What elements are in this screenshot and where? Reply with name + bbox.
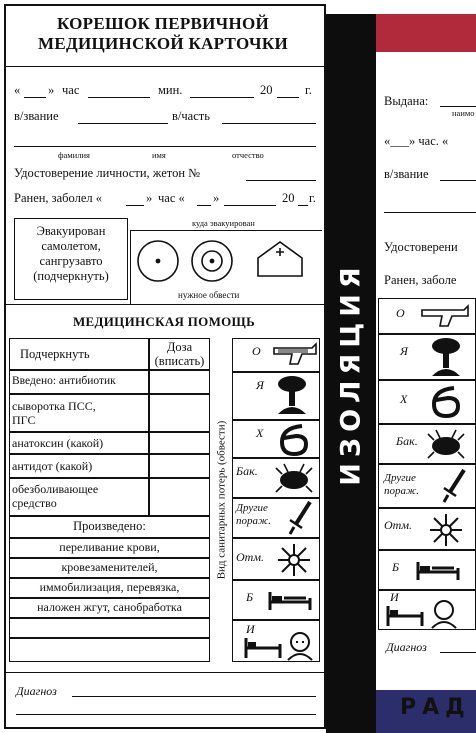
table-row	[9, 618, 210, 638]
row-serum[interactable]: сыворотка ПСС, ПГС	[12, 399, 96, 427]
issued-caption: наимо	[452, 108, 475, 118]
diagnosis-blank-2[interactable]	[16, 714, 316, 715]
unit-blank[interactable]	[222, 123, 316, 124]
diagnosis-blank-right[interactable]	[440, 652, 476, 653]
card-title	[10, 14, 316, 54]
id-fragment: Удостоверени	[384, 240, 458, 254]
losses-vertical-label: Вид санитарных потерь (обвести)	[215, 420, 228, 580]
dose-cell[interactable]	[149, 394, 210, 432]
isolation-label: ИЗОЛЯЦИЯ	[335, 261, 367, 486]
radiation-banner: РАД	[400, 695, 471, 720]
row-painkiller[interactable]: обезболивающее средство	[12, 482, 99, 510]
year-suffix: г.	[305, 83, 312, 97]
row-anatoxin[interactable]: анатоксин (какой)	[12, 436, 104, 450]
blank-line[interactable]	[384, 212, 476, 213]
quote-open: «	[14, 83, 21, 97]
chemical-icon	[276, 422, 312, 456]
time-fragment: «___» час. «	[384, 134, 449, 148]
bed-icon	[414, 556, 462, 584]
hour-blank[interactable]	[88, 97, 150, 98]
col-header-dose-text: Доза (вписать)	[154, 340, 205, 368]
bug-icon	[424, 426, 468, 462]
col-header-underline-text: Подчеркнуть	[20, 347, 90, 361]
produced-blood-transfusion[interactable]: переливание крови,	[59, 540, 160, 554]
wounded-fragment: Ранен, заболе	[384, 273, 457, 287]
unit-label: в/часть	[172, 109, 210, 123]
bug-icon	[272, 460, 316, 496]
medical-help-title: МЕДИЦИНСКАЯ ПОМОЩЬ	[72, 314, 256, 329]
sword-icon	[286, 500, 314, 536]
red-band	[376, 14, 476, 52]
wounded-year-suffix: г.	[309, 191, 316, 205]
wounded-label: Ранен, заболел «	[14, 191, 103, 205]
evac-method-text: Эвакуирован самолетом, сангрузавто (подчеркнуть)	[33, 224, 109, 283]
produced-blood-substitutes[interactable]: кровезаменителей,	[61, 560, 158, 574]
produced-tourniquet[interactable]: наложен жгут, санобработка	[37, 600, 182, 614]
day-blank[interactable]	[24, 97, 46, 98]
id-label: Удостоверение личности, жетон №	[14, 166, 201, 180]
wounded-month-blank[interactable]	[224, 205, 276, 206]
wounded-year-prefix: 20	[282, 191, 295, 205]
dose-cell[interactable]	[149, 454, 210, 478]
dose-cell[interactable]	[149, 478, 210, 516]
name-blank[interactable]	[14, 146, 316, 147]
pistol-icon	[272, 342, 318, 368]
year-prefix: 20	[260, 83, 273, 97]
patronymic-caption: отчество	[232, 150, 264, 160]
rank-label: в/звание	[14, 109, 59, 123]
losses-vertical-label-box	[210, 338, 232, 662]
title-line-2: МЕДИЦИНСКОЙ КАРТОЧКИ	[38, 34, 288, 53]
divider	[6, 66, 324, 67]
quote-close: »	[48, 83, 55, 97]
rank-blank-right[interactable]	[440, 180, 476, 181]
first-name-caption: имя	[152, 150, 166, 160]
surname-caption: фамилия	[58, 150, 90, 160]
other-injuries-label: Другие пораж.	[236, 502, 271, 527]
infectious-patient-icon	[386, 598, 468, 628]
produced-header: Произведено:	[73, 519, 146, 533]
wounded-day-blank[interactable]	[126, 205, 144, 206]
rank-blank[interactable]	[78, 123, 168, 124]
sword-icon	[440, 468, 468, 504]
where-evacuated-caption: куда эвакуирован	[192, 218, 255, 228]
wounded-close-2: »	[213, 191, 220, 205]
infectious-patient-icon	[244, 630, 318, 660]
diagnosis-label: Диагноз	[16, 684, 57, 698]
rank-label-right: в/звание	[384, 167, 429, 181]
minute-label: мин.	[158, 83, 183, 97]
pistol-icon	[420, 304, 472, 330]
produced-immobilization[interactable]: иммобилизация, перевязка,	[39, 580, 180, 594]
title-line-1: КОРЕШОК ПЕРВИЧНОЙ	[56, 14, 270, 33]
row-antidote[interactable]: антидот (какой)	[12, 459, 93, 473]
row-antibiotic[interactable]: Введено: антибиотик	[12, 375, 116, 387]
bed-icon	[266, 586, 314, 614]
nuclear-explosion-icon	[272, 374, 312, 418]
minute-blank[interactable]	[190, 97, 254, 98]
divider	[6, 672, 324, 673]
circle-note: нужное обвести	[178, 290, 240, 300]
issued-blank[interactable]	[440, 106, 476, 107]
divider	[130, 230, 131, 304]
dose-cell[interactable]	[149, 432, 210, 454]
chemical-icon	[428, 384, 464, 420]
year-blank[interactable]	[277, 97, 299, 98]
id-blank[interactable]	[246, 180, 316, 181]
hour-label: час	[62, 83, 80, 97]
other-injuries-label-right: Другие пораж.	[384, 472, 419, 497]
diagnosis-label-right: Диагноз	[386, 640, 427, 654]
snowflake-icon	[428, 512, 464, 548]
issued-label: Выдана:	[384, 94, 429, 108]
snowflake-icon	[276, 542, 312, 578]
wounded-hour-blank[interactable]	[197, 205, 211, 206]
divider	[6, 304, 324, 305]
wounded-hour: час «	[158, 191, 185, 205]
dose-cell[interactable]	[149, 370, 210, 394]
diagnosis-blank[interactable]	[72, 696, 316, 697]
nuclear-explosion-icon	[426, 336, 466, 380]
wounded-close: »	[146, 191, 153, 205]
table-row	[9, 638, 210, 662]
divider	[130, 230, 322, 231]
wounded-year-blank[interactable]	[298, 205, 308, 206]
evac-destination-symbols	[134, 236, 320, 286]
isolation-band-text-box	[326, 14, 376, 733]
